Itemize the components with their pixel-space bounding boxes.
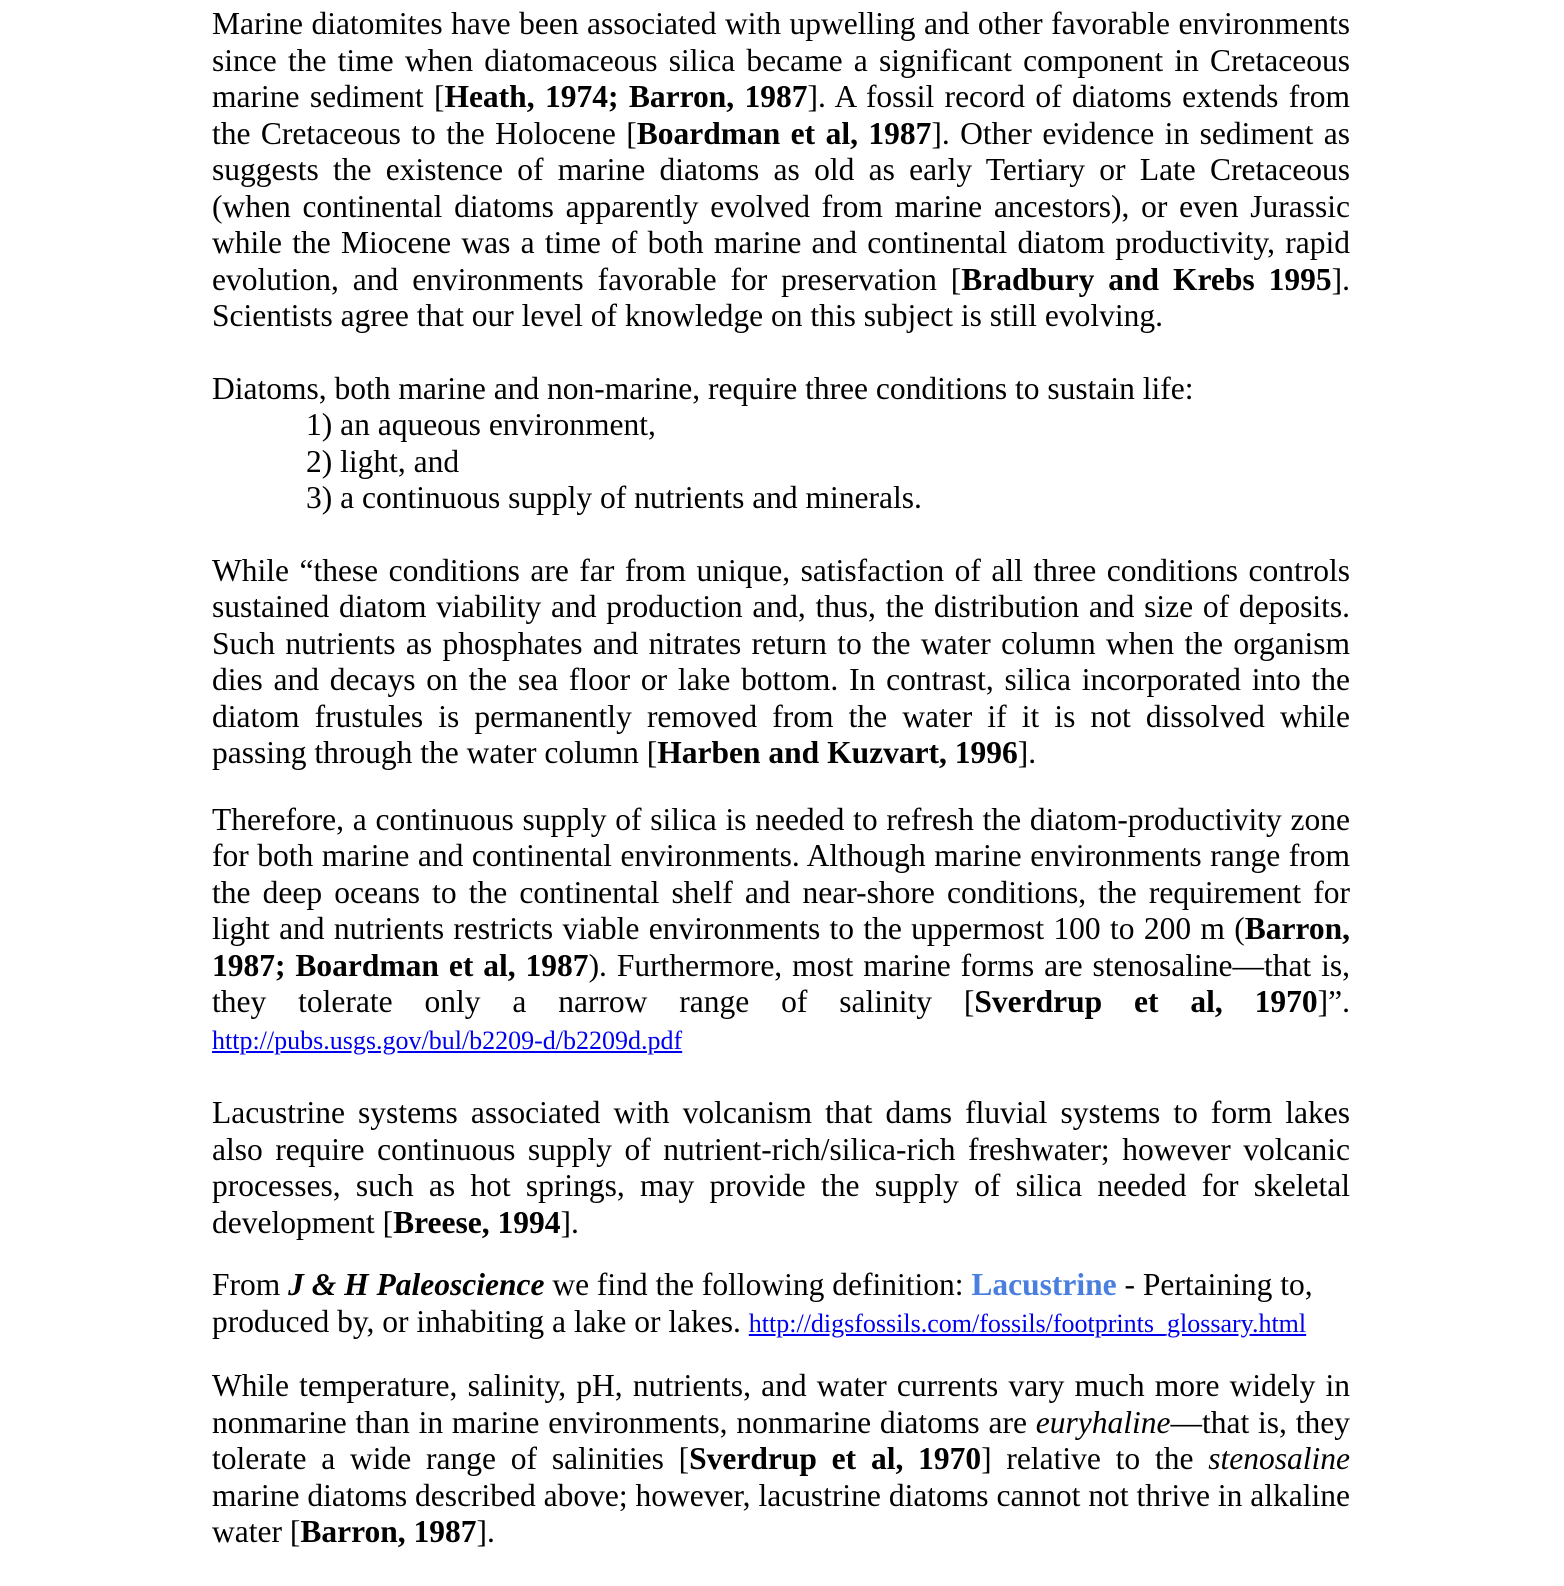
citation: Boardman et al, 1987	[636, 115, 932, 151]
text: Therefore, a continuous supply of silica is needed to refresh the diatom-productivity zone for both marine and continental environments. Although marine environments range from the deep oceans to the continental shelf and near-shore conditions, the requirement for light and nutrients restricts viable environments to the uppermost 100 to 200 m (	[212, 801, 1350, 946]
text: While “these conditions are far from unique, satisfaction of all three conditions controls sustained diatom viability and production and, thus, the distribution and size of deposits. Such nutrients as phosphates and nitrates return to the water column when the organism dies and decays on the sea floor or lake bottom. In contrast, silica incorporated into the diatom frustules is permanently removed from the water if it is not dissolved while passing through the water column [	[212, 552, 1350, 770]
citation: Harben and Kuzvart, 1996	[657, 735, 1018, 770]
emphasis: euryhaline	[1035, 1404, 1171, 1440]
text: Marine diatomites have been associated with upwelling and other favorable environments since the time when diatomaceous silica became a significant component in Cretaceous marine sediment [	[212, 6, 1350, 114]
text: ]. Scientists agree that our level of knowledge on this subject is still evolving.	[212, 261, 1350, 333]
paragraph-nonmarine-diatoms	[212, 1368, 1350, 1551]
text: ] relative to the	[981, 1441, 1209, 1476]
text: - Pertaining to, produced by, or inhabiting a lake or lakes.	[212, 1267, 1313, 1339]
source-name: J & H Paleoscience	[288, 1267, 545, 1302]
citation: Sverdrup et al, 1970	[974, 984, 1318, 1019]
paragraph-silica-supply	[212, 802, 1350, 1060]
citation: Barron, 1987	[300, 1514, 477, 1549]
text: ]. Other evidence in sediment as suggests the existence of marine diatoms as old as early Tertiary or Late Cretaceous (when continental diatoms apparently evolved from marine ancestors), or even Jurassic while the Miocene was a time of both marine and continental diatom productivity, rapid evolution, and environments favorable for preservation [	[212, 115, 1351, 297]
document-page	[212, 6, 1350, 1551]
paragraph-marine-diatomites	[212, 6, 1350, 335]
defined-term: Lacustrine	[971, 1267, 1117, 1302]
text: ].	[476, 1514, 495, 1549]
citation: Sverdrup et al, 1970	[689, 1441, 982, 1476]
conditions-list	[212, 407, 1350, 517]
text: we find the following definition:	[544, 1267, 972, 1302]
list-item: 1) an aqueous environment,	[306, 407, 656, 442]
text: ].	[560, 1204, 579, 1240]
text: ].	[1017, 735, 1037, 770]
emphasis: stenosaline	[1208, 1441, 1350, 1476]
paragraph-nutrients	[212, 553, 1350, 772]
paragraph-lacustrine-systems	[212, 1095, 1350, 1241]
text: Lacustrine systems associated with volcanism that dams fluvial systems to form lakes also require continuous supply of nutrient-rich/silica-rich freshwater; however volcanic processes, such as hot springs, may provide the supply of silica needed for skeletal development [	[212, 1095, 1350, 1240]
citation: Heath, 1974; Barron, 1987	[444, 79, 808, 114]
list-item: 3) a continuous supply of nutrients and minerals.	[306, 480, 922, 515]
text: —that is, they tolerate a wide range of salinities [	[212, 1404, 1350, 1476]
text: While temperature, salinity, pH, nutrients, and water currents vary much more widely in nonmarine than in marine environments, nonmarine diatoms are	[212, 1368, 1350, 1440]
text: ). Furthermore, most marine forms are stenosaline—that is, they tolerate only a narrow range of salinity [	[212, 947, 1350, 1019]
paragraph-conditions-intro: Diatoms, both marine and non-marine, require three conditions to sustain life:	[212, 370, 1194, 406]
citation: Breese, 1994	[393, 1204, 561, 1240]
usgs-link[interactable]: http://pubs.usgs.gov/bul/b2209-d/b2209d.pdf	[212, 1025, 683, 1055]
text: ]”.	[1317, 984, 1351, 1019]
glossary-link[interactable]: http://digsfossils.com/fossils/footprints_glossary.html	[748, 1308, 1307, 1338]
citation: Bradbury and Krebs 1995	[961, 261, 1332, 297]
list-item: 2) light, and	[306, 443, 460, 479]
text: ]. A fossil record of diatoms extends from the Cretaceous to the Holocene [	[212, 79, 1351, 151]
paragraph-definition	[212, 1267, 1350, 1342]
text: marine diatoms described above; however, lacustrine diatoms cannot not thrive in alkaline water [	[212, 1477, 1350, 1549]
citation: Barron, 1987; Boardman et al, 1987	[212, 911, 1350, 983]
text: From	[212, 1267, 289, 1302]
